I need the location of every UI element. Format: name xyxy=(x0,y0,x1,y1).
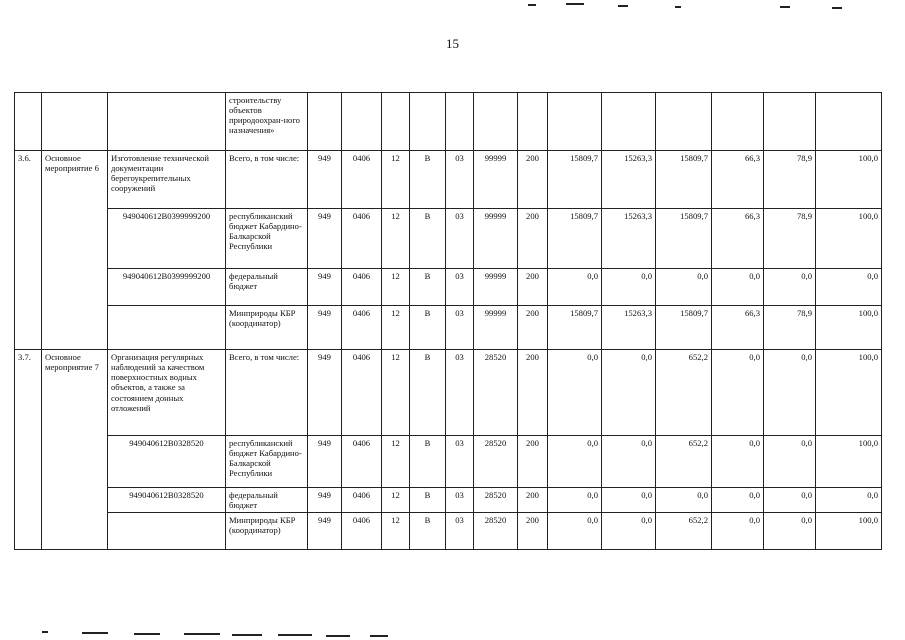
table-row xyxy=(15,269,882,306)
activity-type-cell: Основное мероприятие 6 xyxy=(42,151,108,350)
target-value-cell: 652,2 xyxy=(656,513,712,550)
ratio-3-cell: 100,0 xyxy=(816,209,882,269)
kbk-cell: 949040612В0399999200 xyxy=(108,209,226,269)
subprogram-code-cell: В xyxy=(410,513,446,550)
ratio-2-cell: 0,0 xyxy=(764,513,816,550)
ratio-1-cell: 0,0 xyxy=(712,436,764,488)
funding-source-cell: Всего, в том числе: xyxy=(226,151,308,209)
target-value-cell: 0,0 xyxy=(656,488,712,513)
target-value-cell: 15809,7 xyxy=(656,151,712,209)
scan-mark xyxy=(675,6,681,8)
scan-mark xyxy=(232,634,262,636)
funding-source-cell: строительству объектов природоохран-ного назначения» xyxy=(226,93,308,151)
budget-table xyxy=(14,92,882,550)
plan-value-cell: 15809,7 xyxy=(548,306,602,350)
scan-mark xyxy=(184,633,220,635)
funding-source-cell: Минприроды КБР (координатор) xyxy=(226,513,308,550)
expense-type-cell: 200 xyxy=(518,436,548,488)
target-value-cell: 652,2 xyxy=(656,350,712,436)
program-code-cell: 12 xyxy=(382,350,410,436)
program-code-cell: 12 xyxy=(382,151,410,209)
ratio-3-cell: 100,0 xyxy=(816,151,882,209)
kbk-cell: 949040612В0399999200 xyxy=(108,269,226,306)
scan-mark xyxy=(832,7,842,9)
section-code-cell: 0406 xyxy=(342,151,382,209)
number-cell xyxy=(15,93,42,151)
scan-mark xyxy=(370,635,388,637)
target-value-cell: 652,2 xyxy=(656,436,712,488)
expense-type-cell: 200 xyxy=(518,269,548,306)
section-code-cell: 0406 xyxy=(342,209,382,269)
activity-code-cell: 03 xyxy=(446,350,474,436)
actual-value-cell: 0,0 xyxy=(602,513,656,550)
subprogram-code-cell: В xyxy=(410,306,446,350)
kbk-cell: 949040612В0328520 xyxy=(108,488,226,513)
direction-code-cell: 99999 xyxy=(474,306,518,350)
section-code-cell: 0406 xyxy=(342,269,382,306)
ratio-3-cell: 100,0 xyxy=(816,350,882,436)
table-row xyxy=(15,488,882,513)
target-value-cell: 0,0 xyxy=(656,269,712,306)
activity-code-cell: 03 xyxy=(446,436,474,488)
scan-mark xyxy=(618,5,628,7)
program-code-cell: 12 xyxy=(382,306,410,350)
kbk-cell: 949040612В0328520 xyxy=(108,436,226,488)
scan-mark xyxy=(528,4,536,6)
table-row xyxy=(15,93,882,151)
table-row xyxy=(15,436,882,488)
actual-value-cell: 0,0 xyxy=(602,488,656,513)
ratio-1-cell: 66,3 xyxy=(712,306,764,350)
table-row xyxy=(15,306,882,350)
section-code-cell: 0406 xyxy=(342,513,382,550)
ratio-1-cell: 0,0 xyxy=(712,350,764,436)
program-code-cell: 12 xyxy=(382,513,410,550)
ratio-3-cell: 0,0 xyxy=(816,488,882,513)
expense-type-cell: 200 xyxy=(518,151,548,209)
ratio-2-cell: 78,9 xyxy=(764,306,816,350)
ratio-3-cell: 100,0 xyxy=(816,306,882,350)
ratio-3-cell: 100,0 xyxy=(816,513,882,550)
plan-value-cell: 15809,7 xyxy=(548,209,602,269)
target-value-cell: 15809,7 xyxy=(656,209,712,269)
admin-code-cell: 949 xyxy=(308,350,342,436)
admin-code-cell: 949 xyxy=(308,151,342,209)
scan-mark xyxy=(82,632,108,634)
plan-value-cell: 0,0 xyxy=(548,513,602,550)
section-code-cell: 0406 xyxy=(342,350,382,436)
actual-value-cell: 15263,3 xyxy=(602,209,656,269)
ratio-3-cell: 100,0 xyxy=(816,436,882,488)
plan-value-cell: 0,0 xyxy=(548,488,602,513)
direction-code-cell: 99999 xyxy=(474,269,518,306)
scan-mark xyxy=(134,633,160,635)
activity-type-cell: Основное мероприятие 7 xyxy=(42,350,108,550)
subprogram-code-cell: В xyxy=(410,151,446,209)
direction-code-cell: 28520 xyxy=(474,436,518,488)
activity-title-cell xyxy=(108,93,226,151)
admin-code-cell: 949 xyxy=(308,209,342,269)
ratio-2-cell: 78,9 xyxy=(764,209,816,269)
table-row xyxy=(15,151,882,209)
admin-code-cell: 949 xyxy=(308,269,342,306)
activity-code-cell: 03 xyxy=(446,488,474,513)
ratio-1-cell: 66,3 xyxy=(712,151,764,209)
activity-code-cell: 03 xyxy=(446,306,474,350)
activity-code-cell: 03 xyxy=(446,151,474,209)
expense-type-cell: 200 xyxy=(518,209,548,269)
direction-code-cell: 99999 xyxy=(474,151,518,209)
expense-type-cell: 200 xyxy=(518,350,548,436)
program-code-cell: 12 xyxy=(382,436,410,488)
direction-code-cell: 28520 xyxy=(474,350,518,436)
expense-type-cell: 200 xyxy=(518,513,548,550)
ratio-2-cell: 0,0 xyxy=(764,436,816,488)
admin-code-cell: 949 xyxy=(308,436,342,488)
activity-title-cell xyxy=(108,513,226,550)
activity-code-cell: 03 xyxy=(446,269,474,306)
ratio-1-cell: 0,0 xyxy=(712,269,764,306)
subprogram-code-cell: В xyxy=(410,350,446,436)
program-code-cell: 12 xyxy=(382,488,410,513)
section-code-cell: 0406 xyxy=(342,488,382,513)
actual-value-cell: 0,0 xyxy=(602,269,656,306)
activity-type-cell xyxy=(42,93,108,151)
funding-source-cell: Минприроды КБР (координатор) xyxy=(226,306,308,350)
table-row xyxy=(15,350,882,436)
actual-value-cell: 15263,3 xyxy=(602,306,656,350)
plan-value-cell: 15809,7 xyxy=(548,151,602,209)
scan-mark xyxy=(566,3,584,5)
activity-title-cell: Изготовление технической документации берегоукрепительных сооружений xyxy=(108,151,226,209)
ratio-1-cell: 0,0 xyxy=(712,488,764,513)
expense-type-cell: 200 xyxy=(518,488,548,513)
admin-code-cell: 949 xyxy=(308,488,342,513)
actual-value-cell: 0,0 xyxy=(602,350,656,436)
section-code-cell: 0406 xyxy=(342,306,382,350)
funding-source-cell: федеральный бюджет xyxy=(226,269,308,306)
activity-code-cell: 03 xyxy=(446,513,474,550)
subprogram-code-cell: В xyxy=(410,209,446,269)
subprogram-code-cell: В xyxy=(410,436,446,488)
admin-code-cell: 949 xyxy=(308,513,342,550)
plan-value-cell: 0,0 xyxy=(548,269,602,306)
plan-value-cell: 0,0 xyxy=(548,436,602,488)
scan-mark xyxy=(42,631,48,633)
ratio-2-cell: 78,9 xyxy=(764,151,816,209)
direction-code-cell: 99999 xyxy=(474,209,518,269)
subprogram-code-cell: В xyxy=(410,269,446,306)
number-cell: 3.6. xyxy=(15,151,42,350)
number-cell: 3.7. xyxy=(15,350,42,550)
ratio-2-cell: 0,0 xyxy=(764,488,816,513)
section-code-cell: 0406 xyxy=(342,436,382,488)
funding-source-cell: республиканский бюджет Кабардино-Балкарской Республики xyxy=(226,209,308,269)
funding-source-cell: федеральный бюджет xyxy=(226,488,308,513)
program-code-cell: 12 xyxy=(382,209,410,269)
ratio-2-cell: 0,0 xyxy=(764,350,816,436)
activity-title-cell: Организация регулярных наблюдений за качеством поверхностных водных объектов, а также за состоянием донных отложений xyxy=(108,350,226,436)
actual-value-cell: 0,0 xyxy=(602,436,656,488)
page-number: 15 xyxy=(446,36,459,51)
expense-type-cell: 200 xyxy=(518,306,548,350)
table-row xyxy=(15,513,882,550)
activity-title-cell xyxy=(108,306,226,350)
ratio-1-cell: 66,3 xyxy=(712,209,764,269)
subprogram-code-cell: В xyxy=(410,488,446,513)
direction-code-cell: 28520 xyxy=(474,488,518,513)
funding-source-cell: республиканский бюджет Кабардино-Балкарской Республики xyxy=(226,436,308,488)
target-value-cell: 15809,7 xyxy=(656,306,712,350)
activity-code-cell: 03 xyxy=(446,209,474,269)
scan-mark xyxy=(326,635,350,637)
program-code-cell: 12 xyxy=(382,269,410,306)
scan-mark xyxy=(278,634,312,636)
ratio-3-cell: 0,0 xyxy=(816,269,882,306)
ratio-1-cell: 0,0 xyxy=(712,513,764,550)
direction-code-cell: 28520 xyxy=(474,513,518,550)
ratio-2-cell: 0,0 xyxy=(764,269,816,306)
table-row xyxy=(15,209,882,269)
admin-code-cell: 949 xyxy=(308,306,342,350)
plan-value-cell: 0,0 xyxy=(548,350,602,436)
scan-mark xyxy=(780,6,790,8)
actual-value-cell: 15263,3 xyxy=(602,151,656,209)
funding-source-cell: Всего, в том числе: xyxy=(226,350,308,436)
